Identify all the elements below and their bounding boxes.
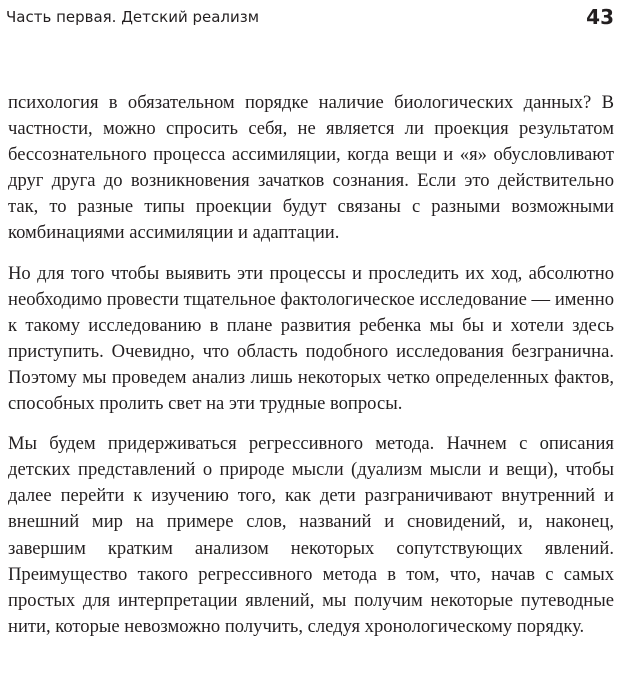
running-head	[6, 6, 614, 34]
paragraph-2: Но для того чтобы выявить эти процессы и проследить их ход, абсолютно необходимо провести тщательное фактологическое исследование — именно к такому исследованию в плане развития ребенка мы бы и хотели здесь приступить. Очевидно, что область подобного исследования безгранична. Поэтому мы проведем анализ лишь некоторых четко определенных фактов, способных пролить свет на эти трудные вопросы.	[8, 262, 614, 415]
section-title: Часть первая. Детский реализм	[6, 8, 260, 26]
paragraph-3: Мы будем придерживаться регрессивного метода. Начнем с описания детских представлений о природе мысли (дуализм мысли и вещи), чтобы далее перейти к изучению того, как дети разграничивают внутренний и внешний мир на примере слов, названий и сновидений, и, наконец, завершим кратким анализом некоторых сопутствующих явлений. Преимущество такого регрессивного метода в том, что, начав с самых простых для интерпретации явлений, мы получим некоторые путеводные нити, которые невозможно получить, следуя хронологическому порядку.	[8, 433, 614, 637]
paragraph-1: психология в обязательном порядке наличие биологических данных? В частности, можно спросить себя, не является ли проекция результатом бессознательного процесса ассимиляции, когда вещи и «я» обусловливают друг друга до возникновения зачатков сознания. Если это действительно так, то разные типы проекции будут связаны с разными возможными комбинациями ассимиляции и адаптации.	[8, 92, 614, 244]
page-number: 43	[586, 5, 614, 29]
text-body	[8, 90, 614, 654]
